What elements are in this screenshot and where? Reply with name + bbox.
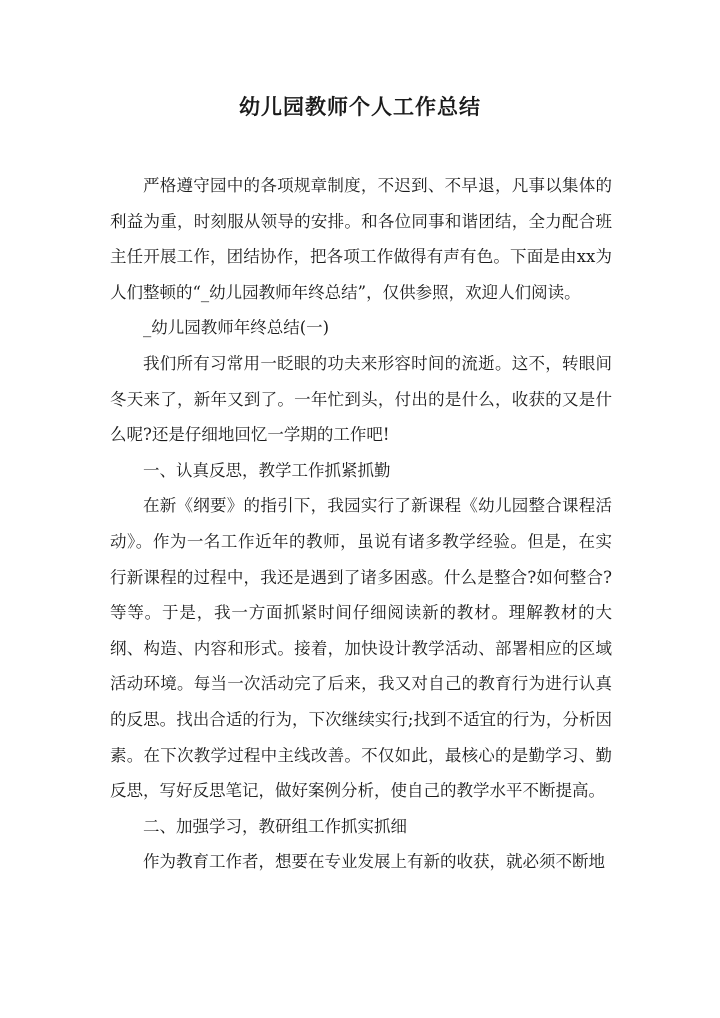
paragraph-professional-growth: 作为教育工作者，想要在专业发展上有新的收获，就必须不断地 [143,852,605,872]
document-body [110,168,612,880]
section-heading-reflection: 一、认真反思，教学工作抓紧抓勤 [143,460,391,480]
paragraph-intro: 严格遵守园中的各项规章制度，不迟到、不早退，凡事以集体的利益为重，时刻服从领导的安排。和各位同事和谐团结，全力配合班主任开展工作，团结协作，把各项工作做得有声有色。下面是由xx为人们整顿的“_幼儿园教师年终总结”，仅供参照，欢迎人们阅读。 [110,176,612,302]
paragraph-new-curriculum: 在新《纲要》的指引下，我园实行了新课程《幼儿园整合课程活动》。作为一名工作近年的教师，虽说有诸多教学经验。但是，在实行新课程的过程中，我还是遇到了诸多困惑。什么是整合?如何整合?等等。于是，我一方面抓紧时间仔细阅读新的教材。理解教材的大纲、构造、内容和形式。接着，加快设计教学活动、部署相应的区域活动环境。每当一次活动完了后来，我又对自己的教育行为进行认真的反思。找出合适的行为，下次继续实行;找到不适宜的行为，分析因素。在下次教学过程中主线改善。不仅如此，最核心的是勤学习、勤反思，写好反思笔记，做好案例分析，使自己的教学水平不断提高。 [110,496,612,801]
section-heading-part-one: _幼儿园教师年终总结(一) [143,318,330,338]
section-heading-study: 二、加强学习，教研组工作抓实抓细 [143,816,407,836]
paragraph-time-flies: 我们所有习常用一眨眼的功夫来形容时间的流逝。这不，转眼间冬天来了，新年又到了。一年忙到头，付出的是什么，收获的又是什么呢?还是仔细地回忆一学期的工作吧! [110,353,612,445]
document-title: 幼儿园教师个人工作总结 [239,94,481,119]
